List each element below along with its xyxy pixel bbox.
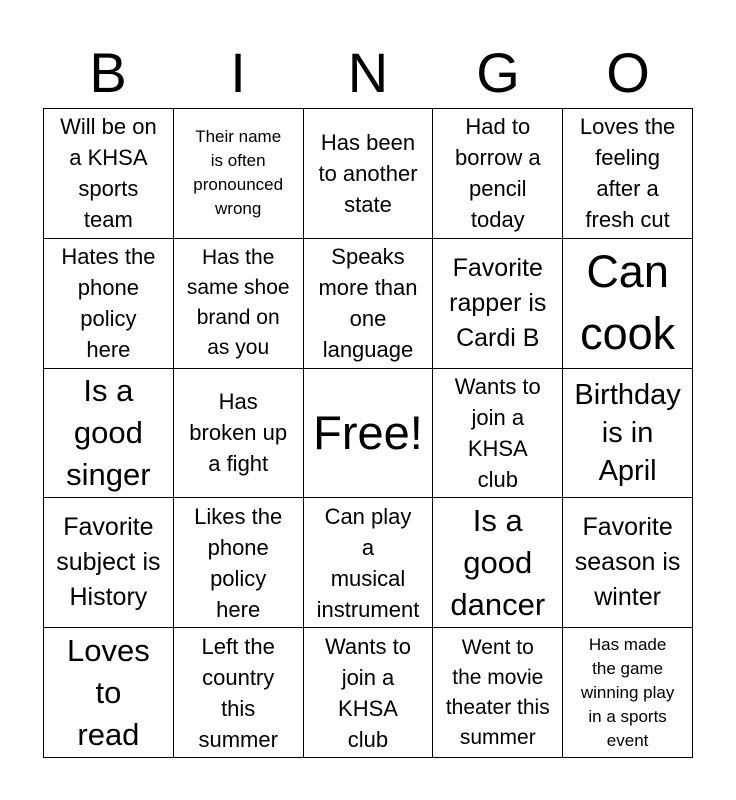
bingo-cell-r5-c1[interactable] xyxy=(44,628,174,758)
bingo-cell-text: Went to the movie theater this summer xyxy=(445,635,550,749)
bingo-cell-r2-c3[interactable] xyxy=(304,239,434,369)
bingo-cell-text: Has broken up a fight xyxy=(189,389,288,477)
bingo-cell-r5-c3[interactable] xyxy=(304,628,434,758)
bingo-cell-text: Can play a musical instrument xyxy=(316,503,420,622)
bingo-cell-text: Favorite subject is History xyxy=(56,513,161,612)
bingo-cell-text: Is a good dancer xyxy=(450,502,546,622)
bingo-cell-r4-c4[interactable] xyxy=(433,498,563,628)
bingo-cell-text: Had to borrow a pencil today xyxy=(454,114,541,233)
bingo-cell-text: Is a good singer xyxy=(66,373,151,492)
bingo-cell-text: Loves the feeling after a fresh cut xyxy=(579,114,676,233)
bingo-cell-text: Has made the game winning play in a sports event xyxy=(580,634,675,750)
bingo-cell-r1-c2[interactable] xyxy=(174,109,304,239)
bingo-cell-text: Hates the phone policy here xyxy=(61,244,156,363)
bingo-cell-text: Favorite season is winter xyxy=(574,513,681,612)
bingo-cell-r2-c2[interactable] xyxy=(174,239,304,369)
free-space-label: Free! xyxy=(313,405,423,459)
bingo-cell-free[interactable] xyxy=(304,369,434,499)
bingo-cell-text: Has the same shoe brand on as you xyxy=(186,246,290,360)
bingo-cell-r3-c1[interactable] xyxy=(44,369,174,499)
bingo-cell-r4-c5[interactable] xyxy=(563,498,693,628)
bingo-cell-r1-c5[interactable] xyxy=(563,109,693,239)
bingo-cell-text: Left the country this summer xyxy=(198,633,278,752)
bingo-cell-text: Can cook xyxy=(580,246,676,360)
bingo-cell-text: Favorite rapper is Cardi B xyxy=(449,253,547,352)
bingo-cell-text: Wants to join a KHSA club xyxy=(324,633,411,752)
bingo-cell-r5-c2[interactable] xyxy=(174,628,304,758)
bingo-cell-text: Speaks more than one language xyxy=(318,244,418,363)
bingo-cell-r2-c4[interactable] xyxy=(433,239,563,369)
bingo-cell-r2-c1[interactable] xyxy=(44,239,174,369)
header-letter-i: I xyxy=(230,41,246,104)
bingo-cell-r3-c5[interactable] xyxy=(563,369,693,499)
bingo-header xyxy=(43,40,693,106)
bingo-cell-r1-c3[interactable] xyxy=(304,109,434,239)
bingo-cell-text: Will be on a KHSA sports team xyxy=(60,114,157,233)
bingo-card xyxy=(43,108,693,758)
bingo-cell-text: Birthday is in April xyxy=(574,378,681,487)
bingo-cell-r1-c1[interactable] xyxy=(44,109,174,239)
bingo-cell-r5-c4[interactable] xyxy=(433,628,563,758)
bingo-cell-text: Likes the phone policy here xyxy=(194,503,283,622)
bingo-cell-r4-c3[interactable] xyxy=(304,498,434,628)
bingo-cell-r1-c4[interactable] xyxy=(433,109,563,239)
header-letter-o: O xyxy=(606,41,650,104)
bingo-cell-r3-c2[interactable] xyxy=(174,369,304,499)
bingo-cell-text: Has been to another state xyxy=(318,129,418,217)
bingo-cell-r2-c5[interactable] xyxy=(563,239,693,369)
header-letter-b: B xyxy=(89,41,127,104)
bingo-cell-text: Loves to read xyxy=(67,632,150,752)
bingo-cell-r5-c5[interactable] xyxy=(563,628,693,758)
bingo-cell-r3-c4[interactable] xyxy=(433,369,563,499)
bingo-cell-r4-c2[interactable] xyxy=(174,498,304,628)
bingo-cell-text: Wants to join a KHSA club xyxy=(454,373,541,492)
header-letter-g: G xyxy=(476,41,520,104)
bingo-cell-r4-c1[interactable] xyxy=(44,498,174,628)
bingo-cell-text: Their name is often pronounced wrong xyxy=(193,127,284,219)
header-letter-n: N xyxy=(347,41,389,104)
